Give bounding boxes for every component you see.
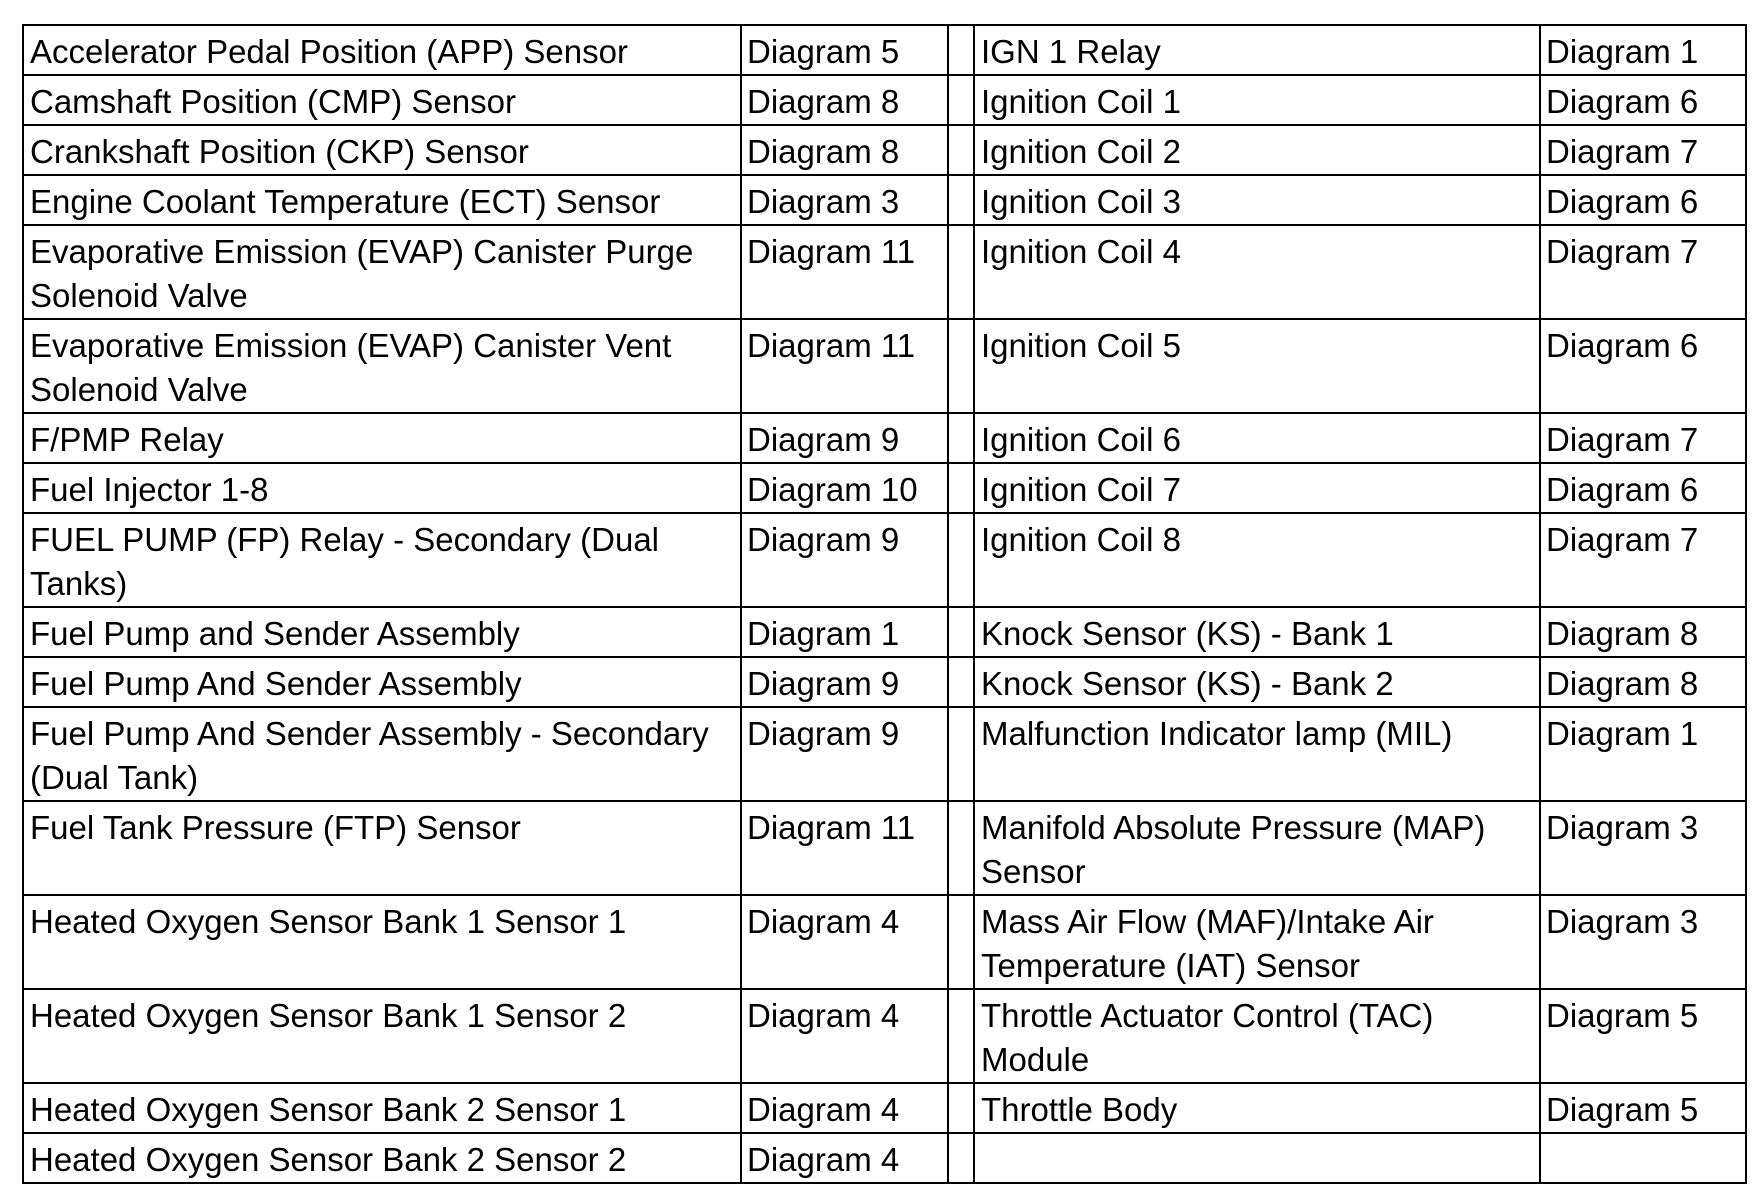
- left-diagram-cell: Diagram 8: [741, 75, 948, 125]
- right-component-cell: Ignition Coil 3: [974, 175, 1540, 225]
- left-component-cell: Heated Oxygen Sensor Bank 2 Sensor 2: [23, 1133, 741, 1183]
- right-diagram-cell: Diagram 7: [1540, 413, 1746, 463]
- column-separator: [948, 175, 974, 225]
- left-diagram-cell: Diagram 1: [741, 607, 948, 657]
- table-row: [23, 125, 1746, 175]
- column-separator: [948, 25, 974, 75]
- table-row: [23, 225, 1746, 319]
- left-component-cell: Engine Coolant Temperature (ECT) Sensor: [23, 175, 741, 225]
- left-component-cell: Crankshaft Position (CKP) Sensor: [23, 125, 741, 175]
- left-diagram-cell: Diagram 10: [741, 463, 948, 513]
- left-component-cell: Camshaft Position (CMP) Sensor: [23, 75, 741, 125]
- left-component-cell: FUEL PUMP (FP) Relay - Secondary (Dual Tanks): [23, 513, 741, 607]
- table-row: [23, 989, 1746, 1083]
- column-separator: [948, 895, 974, 989]
- column-separator: [948, 989, 974, 1083]
- table-row: [23, 413, 1746, 463]
- table-row: [23, 895, 1746, 989]
- left-diagram-cell: Diagram 4: [741, 989, 948, 1083]
- right-diagram-cell: Diagram 7: [1540, 125, 1746, 175]
- table-row: [23, 1133, 1746, 1183]
- right-diagram-cell: Diagram 8: [1540, 657, 1746, 707]
- right-diagram-cell: Diagram 3: [1540, 895, 1746, 989]
- table-row: [23, 801, 1746, 895]
- left-diagram-cell: Diagram 11: [741, 801, 948, 895]
- right-diagram-cell: [1540, 1133, 1746, 1183]
- left-diagram-cell: Diagram 8: [741, 125, 948, 175]
- right-component-cell: Ignition Coil 2: [974, 125, 1540, 175]
- right-diagram-cell: Diagram 6: [1540, 175, 1746, 225]
- right-diagram-cell: Diagram 5: [1540, 989, 1746, 1083]
- left-component-cell: Heated Oxygen Sensor Bank 1 Sensor 2: [23, 989, 741, 1083]
- column-separator: [948, 513, 974, 607]
- component-diagram-index-table: [22, 24, 1747, 1184]
- right-diagram-cell: Diagram 6: [1540, 319, 1746, 413]
- right-component-cell: Ignition Coil 1: [974, 75, 1540, 125]
- left-diagram-cell: Diagram 9: [741, 657, 948, 707]
- right-component-cell: Throttle Body: [974, 1083, 1540, 1133]
- right-component-cell: Knock Sensor (KS) - Bank 2: [974, 657, 1540, 707]
- right-diagram-cell: Diagram 5: [1540, 1083, 1746, 1133]
- right-component-cell: Mass Air Flow (MAF)/Intake Air Temperature (IAT) Sensor: [974, 895, 1540, 989]
- column-separator: [948, 707, 974, 801]
- left-diagram-cell: Diagram 11: [741, 225, 948, 319]
- left-component-cell: Evaporative Emission (EVAP) Canister Purge Solenoid Valve: [23, 225, 741, 319]
- right-diagram-cell: Diagram 7: [1540, 225, 1746, 319]
- right-component-cell: IGN 1 Relay: [974, 25, 1540, 75]
- left-diagram-cell: Diagram 4: [741, 1083, 948, 1133]
- column-separator: [948, 1083, 974, 1133]
- left-component-cell: Evaporative Emission (EVAP) Canister Vent Solenoid Valve: [23, 319, 741, 413]
- right-diagram-cell: Diagram 3: [1540, 801, 1746, 895]
- column-separator: [948, 607, 974, 657]
- left-component-cell: Fuel Tank Pressure (FTP) Sensor: [23, 801, 741, 895]
- left-diagram-cell: Diagram 9: [741, 513, 948, 607]
- left-diagram-cell: Diagram 3: [741, 175, 948, 225]
- left-diagram-cell: Diagram 5: [741, 25, 948, 75]
- table-row: [23, 607, 1746, 657]
- left-component-cell: Fuel Injector 1-8: [23, 463, 741, 513]
- table-row: [23, 25, 1746, 75]
- column-separator: [948, 319, 974, 413]
- left-component-cell: Fuel Pump And Sender Assembly: [23, 657, 741, 707]
- right-component-cell: Ignition Coil 7: [974, 463, 1540, 513]
- table-row: [23, 463, 1746, 513]
- column-separator: [948, 75, 974, 125]
- left-component-cell: Fuel Pump And Sender Assembly - Secondary (Dual Tank): [23, 707, 741, 801]
- table-row: [23, 75, 1746, 125]
- table-row: [23, 707, 1746, 801]
- right-diagram-cell: Diagram 1: [1540, 25, 1746, 75]
- left-component-cell: F/PMP Relay: [23, 413, 741, 463]
- right-component-cell: Ignition Coil 4: [974, 225, 1540, 319]
- left-diagram-cell: Diagram 11: [741, 319, 948, 413]
- right-component-cell: Ignition Coil 5: [974, 319, 1540, 413]
- right-diagram-cell: Diagram 7: [1540, 513, 1746, 607]
- table-row: [23, 175, 1746, 225]
- right-component-cell: Ignition Coil 6: [974, 413, 1540, 463]
- left-diagram-cell: Diagram 4: [741, 1133, 948, 1183]
- left-component-cell: Heated Oxygen Sensor Bank 2 Sensor 1: [23, 1083, 741, 1133]
- right-diagram-cell: Diagram 1: [1540, 707, 1746, 801]
- right-diagram-cell: Diagram 8: [1540, 607, 1746, 657]
- right-diagram-cell: Diagram 6: [1540, 75, 1746, 125]
- column-separator: [948, 463, 974, 513]
- left-diagram-cell: Diagram 9: [741, 413, 948, 463]
- column-separator: [948, 657, 974, 707]
- column-separator: [948, 125, 974, 175]
- right-component-cell: Knock Sensor (KS) - Bank 1: [974, 607, 1540, 657]
- column-separator: [948, 1133, 974, 1183]
- column-separator: [948, 801, 974, 895]
- left-diagram-cell: Diagram 9: [741, 707, 948, 801]
- right-component-cell: Ignition Coil 8: [974, 513, 1540, 607]
- right-component-cell: Throttle Actuator Control (TAC) Module: [974, 989, 1540, 1083]
- left-diagram-cell: Diagram 4: [741, 895, 948, 989]
- table-row: [23, 1083, 1746, 1133]
- right-component-cell: [974, 1133, 1540, 1183]
- right-diagram-cell: Diagram 6: [1540, 463, 1746, 513]
- table-row: [23, 319, 1746, 413]
- left-component-cell: Accelerator Pedal Position (APP) Sensor: [23, 25, 741, 75]
- column-separator: [948, 225, 974, 319]
- right-component-cell: Manifold Absolute Pressure (MAP) Sensor: [974, 801, 1540, 895]
- right-component-cell: Malfunction Indicator lamp (MIL): [974, 707, 1540, 801]
- column-separator: [948, 413, 974, 463]
- table-row: [23, 657, 1746, 707]
- table-row: [23, 513, 1746, 607]
- left-component-cell: Fuel Pump and Sender Assembly: [23, 607, 741, 657]
- left-component-cell: Heated Oxygen Sensor Bank 1 Sensor 1: [23, 895, 741, 989]
